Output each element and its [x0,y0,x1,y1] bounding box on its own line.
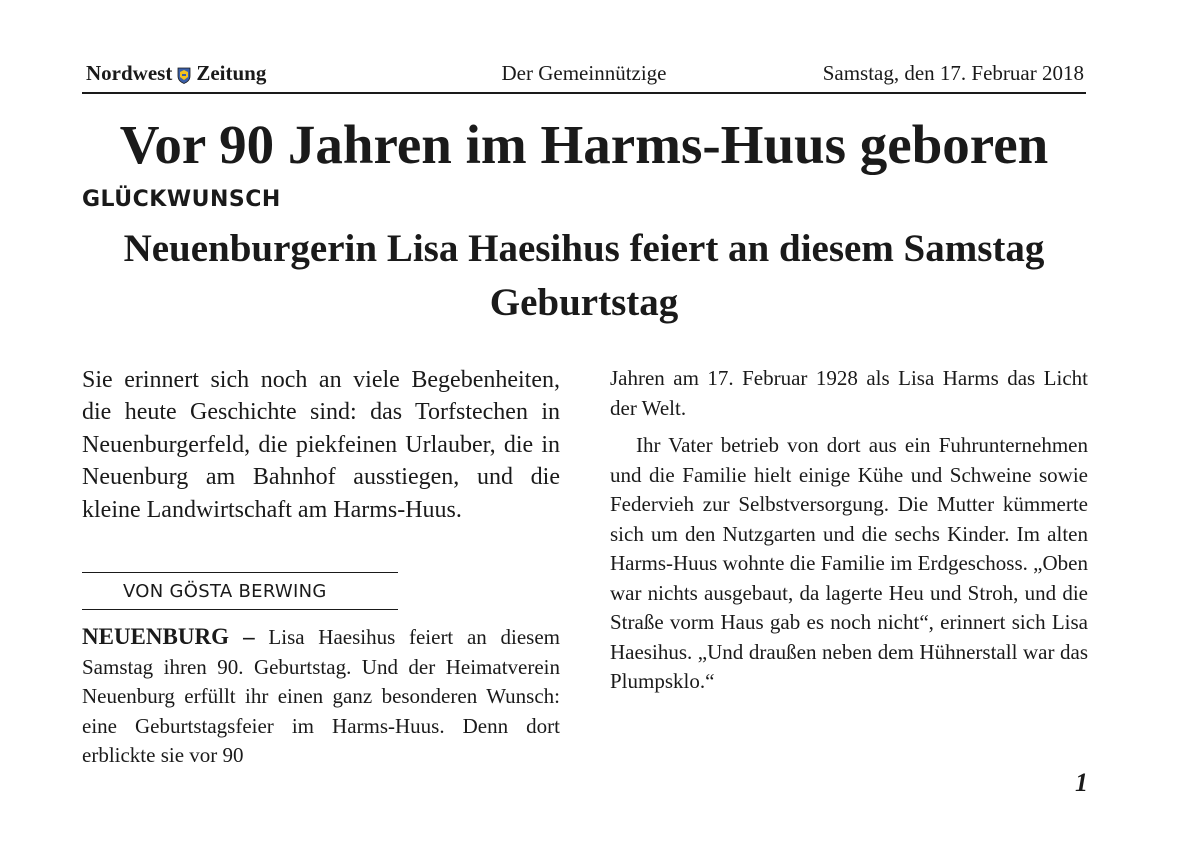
crest-icon [177,65,191,82]
section-name: Der Gemeinnützige [501,61,667,85]
brand-name-right: Zeitung [196,61,267,85]
byline-box [82,572,398,610]
masthead [82,58,1086,94]
newspaper-brand [86,61,266,86]
kicker: GLÜCKWUNSCH [82,187,281,212]
body-left-text: Lisa Haesihus feiert an diesem Samstag ihren 90. Geburtstag. Und der Heimatverein Neuenburg erfüllt ihr einen ganz besonderen Wunsch: eine Geburtstagsfeier im Harms-Huus. Denn dort erblickte sie vor 90 [82,625,561,767]
headline: Vor 90 Jahren im Harms-Huus geboren [119,114,1049,175]
byline: VON GÖSTA BERWING [123,581,327,602]
lead-paragraph: Sie erinnert sich noch an viele Begebenheiten, die heute Geschichte sind: das Torfstechen in Neuenburgerfeld, die piekfeinen Urlauber, die in Neuenburg am Bahnhof ausstiegen, und die kleine Landwirtschaft am Harms-Huus. [82,367,560,523]
issue-date: Samstag, den 17. Februar 2018 [822,61,1084,85]
page-number: 1 [1075,768,1088,797]
body-left-column [82,622,560,771]
body-right-paragraph: Ihr Vater betrieb von dort aus ein Fuhrunternehmen und die Familie hielt einige Kühe und Schweine sowie Federvieh zur Selbstversorgung. Die Mutter kümmerte sich um den Nutzgarten und die sechs Kinder. Im alten Harms-Huus wohnte die Familie im Erdgeschoss. „Oben war nichts ausgebaut, da lagerte Heu und Stroh, und die Straße vorm Haus gab es noch nicht“, erinnert sich Lisa Haesihus. „Und draußen neben dem Hühnerstall war das Plumpsklo.“ [610,433,1088,693]
brand-name-left: Nordwest [86,61,173,85]
body-right-column [610,364,1088,697]
body-right-continuation: Jahren am 17. Februar 1928 als Lisa Harms das Licht der Welt. [610,366,1088,420]
dateline: NEUENBURG – [82,624,255,649]
subheadline: Neuenburgerin Lisa Haesihus feiert an diesem Samstag Geburtstag [123,227,1045,324]
